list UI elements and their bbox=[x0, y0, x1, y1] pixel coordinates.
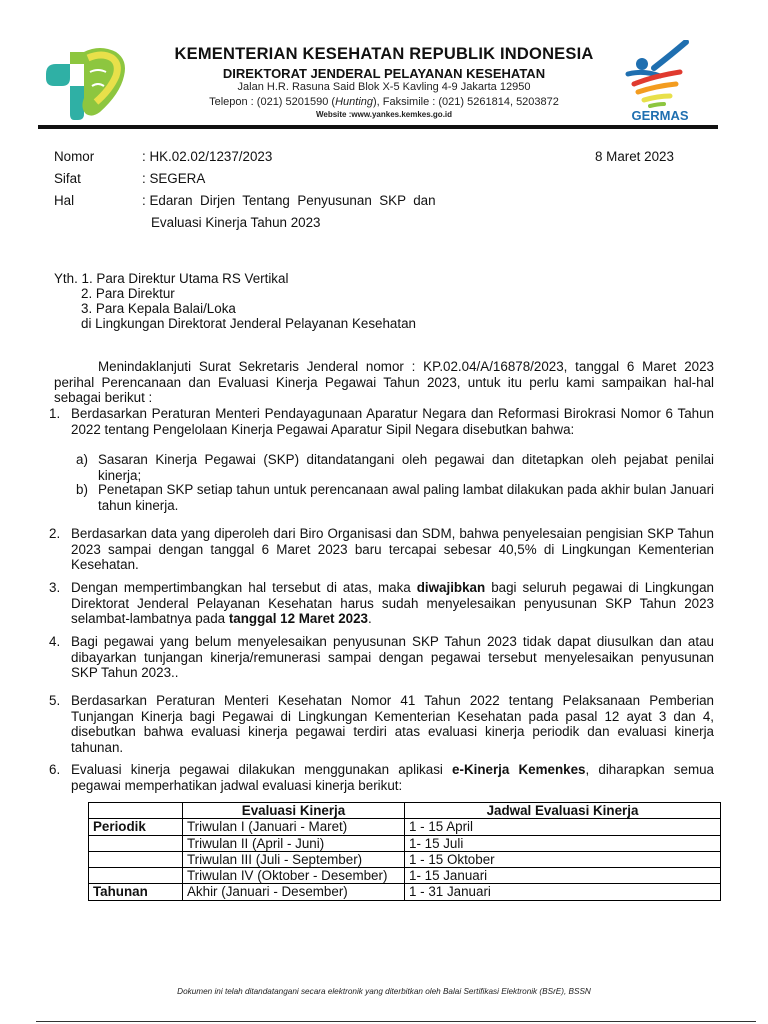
nomor-value: : HK.02.02/1237/2023 bbox=[142, 149, 273, 164]
recipient-1: Yth. 1. Para Direktur Utama RS Vertikal bbox=[54, 271, 289, 286]
point-1-text: Berdasarkan Peraturan Menteri Pendayagunaan Aparatur Negara dan Reformasi Birokrasi Nomor 6 Tahun 2022 tentang Pengelolaan Kinerja Pegawai Aparatur Sipil Negara disebutkan bahwa: bbox=[71, 406, 714, 437]
sifat-value: : SEGERA bbox=[142, 171, 206, 186]
table-cell-schedule: 1 - 31 Januari bbox=[405, 884, 721, 900]
table-cell-category bbox=[89, 868, 183, 884]
table-cell-period: Triwulan IV (Oktober - Desember) bbox=[183, 868, 405, 884]
evaluation-schedule-table bbox=[88, 802, 721, 901]
table-cell-period: Akhir (Januari - Desember) bbox=[183, 884, 405, 900]
table-cell-schedule: 1 - 15 Oktober bbox=[405, 851, 721, 867]
nomor-label: Nomor bbox=[54, 149, 95, 164]
table-cell-period: Triwulan I (Januari - Maret) bbox=[183, 819, 405, 835]
phone-suffix: ), Faksimile : (021) 5261814, 5203872 bbox=[373, 96, 559, 108]
office-phone bbox=[140, 96, 628, 108]
point-4-number: 4. bbox=[49, 634, 61, 649]
table-row bbox=[89, 819, 721, 835]
point-1a-text: Sasaran Kinerja Pegawai (SKP) ditandatangani oleh pegawai dan ditetapkan oleh pejabat penilai kinerja; bbox=[98, 452, 714, 483]
office-address: Jalan H.R. Rasuna Said Blok X-5 Kavling 4-9 Jakarta 12950 bbox=[237, 81, 531, 93]
table-header-cell: Evaluasi Kinerja bbox=[183, 803, 405, 819]
point-6-part-a: Evaluasi kinerja pegawai dilakukan menggunakan aplikasi bbox=[71, 762, 453, 777]
table-cell-category bbox=[89, 851, 183, 867]
table-row bbox=[89, 884, 721, 900]
table-row bbox=[89, 835, 721, 851]
table-cell-period: Triwulan III (Juli - September) bbox=[183, 851, 405, 867]
point-3-part-a: Dengan mempertimbangkan hal tersebut di atas, maka bbox=[71, 580, 417, 595]
point-3-text bbox=[71, 580, 714, 627]
phone-hunting: Hunting bbox=[335, 96, 373, 108]
point-1-number: 1. bbox=[49, 406, 61, 421]
table-cell-category: Periodik bbox=[89, 819, 183, 835]
point-1b-text: Penetapan SKP setiap tahun untuk perencanaan awal paling lambat dilakukan pada akhir bulan Januari tahun kinerja. bbox=[98, 482, 714, 513]
table-header-row bbox=[89, 803, 721, 819]
recipient-3: 3. Para Kepala Balai/Loka bbox=[81, 301, 236, 316]
ministry-title: KEMENTERIAN KESEHATAN REPUBLIK INDONESIA bbox=[174, 45, 594, 63]
hal-value-line1: : Edaran Dirjen Tentang Penyusunan SKP dan bbox=[142, 193, 436, 208]
e-signature-note: Dokumen ini telah ditandatangani secara elektronik yang diterbitkan oleh Balai Sertifikasi Elektronik (BSrE), BSSN bbox=[177, 987, 591, 996]
germas-label: GERMAS bbox=[631, 108, 689, 123]
ministry-logo-icon bbox=[40, 42, 132, 122]
table-cell-period: Triwulan II (April - Juni) bbox=[183, 835, 405, 851]
recipient-location: di Lingkungan Direktorat Jenderal Pelayanan Kesehatan bbox=[81, 316, 416, 331]
letterhead-divider bbox=[38, 125, 718, 129]
point-4-text: Bagi pegawai yang belum menyelesaikan penyusunan SKP Tahun 2023 tidak dapat diusulkan dan atau dibayarkan tunjangan kinerja/remunerasi sampai dengan pegawai tersebut menyelesaikan penyusunan SKP Tahun 2023.. bbox=[71, 634, 714, 680]
table-cell-category: Tahunan bbox=[89, 884, 183, 900]
point-2-number: 2. bbox=[49, 526, 61, 541]
point-6-text bbox=[71, 762, 714, 793]
point-1b-number: b) bbox=[76, 482, 88, 497]
point-3-obligation: diwajibkan bbox=[416, 580, 486, 595]
table-row bbox=[89, 851, 721, 867]
table-header-cell bbox=[89, 803, 183, 819]
point-6-part-c: , diharapkan semua pegawai memperhatikan jadwal evaluasi kinerja berikut: bbox=[71, 762, 714, 793]
point-5-text: Berdasarkan Peraturan Menteri Kesehatan Nomor 41 Tahun 2022 tentang Pelaksanaan Pemberian Tunjangan Kinerja bagi Pegawai di Lingkungan Kementerian Kesehatan pada pasal 12 ayat 3 dan 4, disebutkan bahwa evaluasi kinerja pegawai terdiri atas evaluasi kinerja periodik dan evaluasi kinerja tahunan. bbox=[71, 693, 714, 755]
letter-date: 8 Maret 2023 bbox=[595, 149, 674, 164]
table-cell-category bbox=[89, 835, 183, 851]
hal-label: Hal bbox=[54, 193, 75, 208]
point-6-app-name: e-Kinerja Kemenkes bbox=[452, 762, 586, 777]
table-cell-schedule: 1- 15 Januari bbox=[405, 868, 721, 884]
table-cell-schedule: 1- 15 Juli bbox=[405, 835, 721, 851]
point-3-part-c: bagi seluruh pegawai di Lingkungan Direktorat Jenderal Pelayanan Kesehatan harus sudah menyelesaikan penyusunan SKP Tahun 2023 selambat-lambatnya pada bbox=[71, 580, 714, 626]
sifat-label: Sifat bbox=[54, 171, 81, 186]
phone-prefix: Telepon : (021) 5201590 ( bbox=[209, 96, 336, 108]
point-3-number: 3. bbox=[49, 580, 61, 595]
point-5-number: 5. bbox=[49, 693, 61, 708]
table-cell-schedule: 1 - 15 April bbox=[405, 819, 721, 835]
table-row bbox=[89, 868, 721, 884]
recipient-2: 2. Para Direktur bbox=[81, 286, 175, 301]
point-3-deadline: tanggal 12 Maret 2023 bbox=[228, 611, 368, 626]
directorate-title: DIREKTORAT JENDERAL PELAYANAN KESEHATAN bbox=[222, 66, 546, 81]
footer-divider bbox=[36, 1021, 756, 1022]
point-2-text: Berdasarkan data yang diperoleh dari Biro Organisasi dan SDM, bahwa penyelesaian pengisian SKP Tahun 2023 sampai dengan tanggal 6 Maret 2023 baru tercapai sebesar 40,5% di Lingkungan Kementerian Kesehatan. bbox=[71, 526, 714, 572]
website-link[interactable]: Website :www.yankes.kemkes.go.id bbox=[315, 110, 453, 119]
intro-paragraph: Menindaklanjuti Surat Sekretaris Jenderal nomor : KP.02.04/A/16878/2023, tanggal 6 Maret 2023 perihal Perencanaan dan Evaluasi Kinerja Pegawai Tahun 2023, untuk itu perlu kami sampaikan hal-hal sebagai berikut : bbox=[54, 359, 714, 405]
hal-value-line2: Evaluasi Kinerja Tahun 2023 bbox=[151, 215, 321, 230]
point-6-number: 6. bbox=[49, 762, 61, 777]
point-3-part-e: . bbox=[368, 611, 372, 626]
point-1a-number: a) bbox=[76, 452, 88, 467]
table-header-cell: Jadwal Evaluasi Kinerja bbox=[405, 803, 721, 819]
